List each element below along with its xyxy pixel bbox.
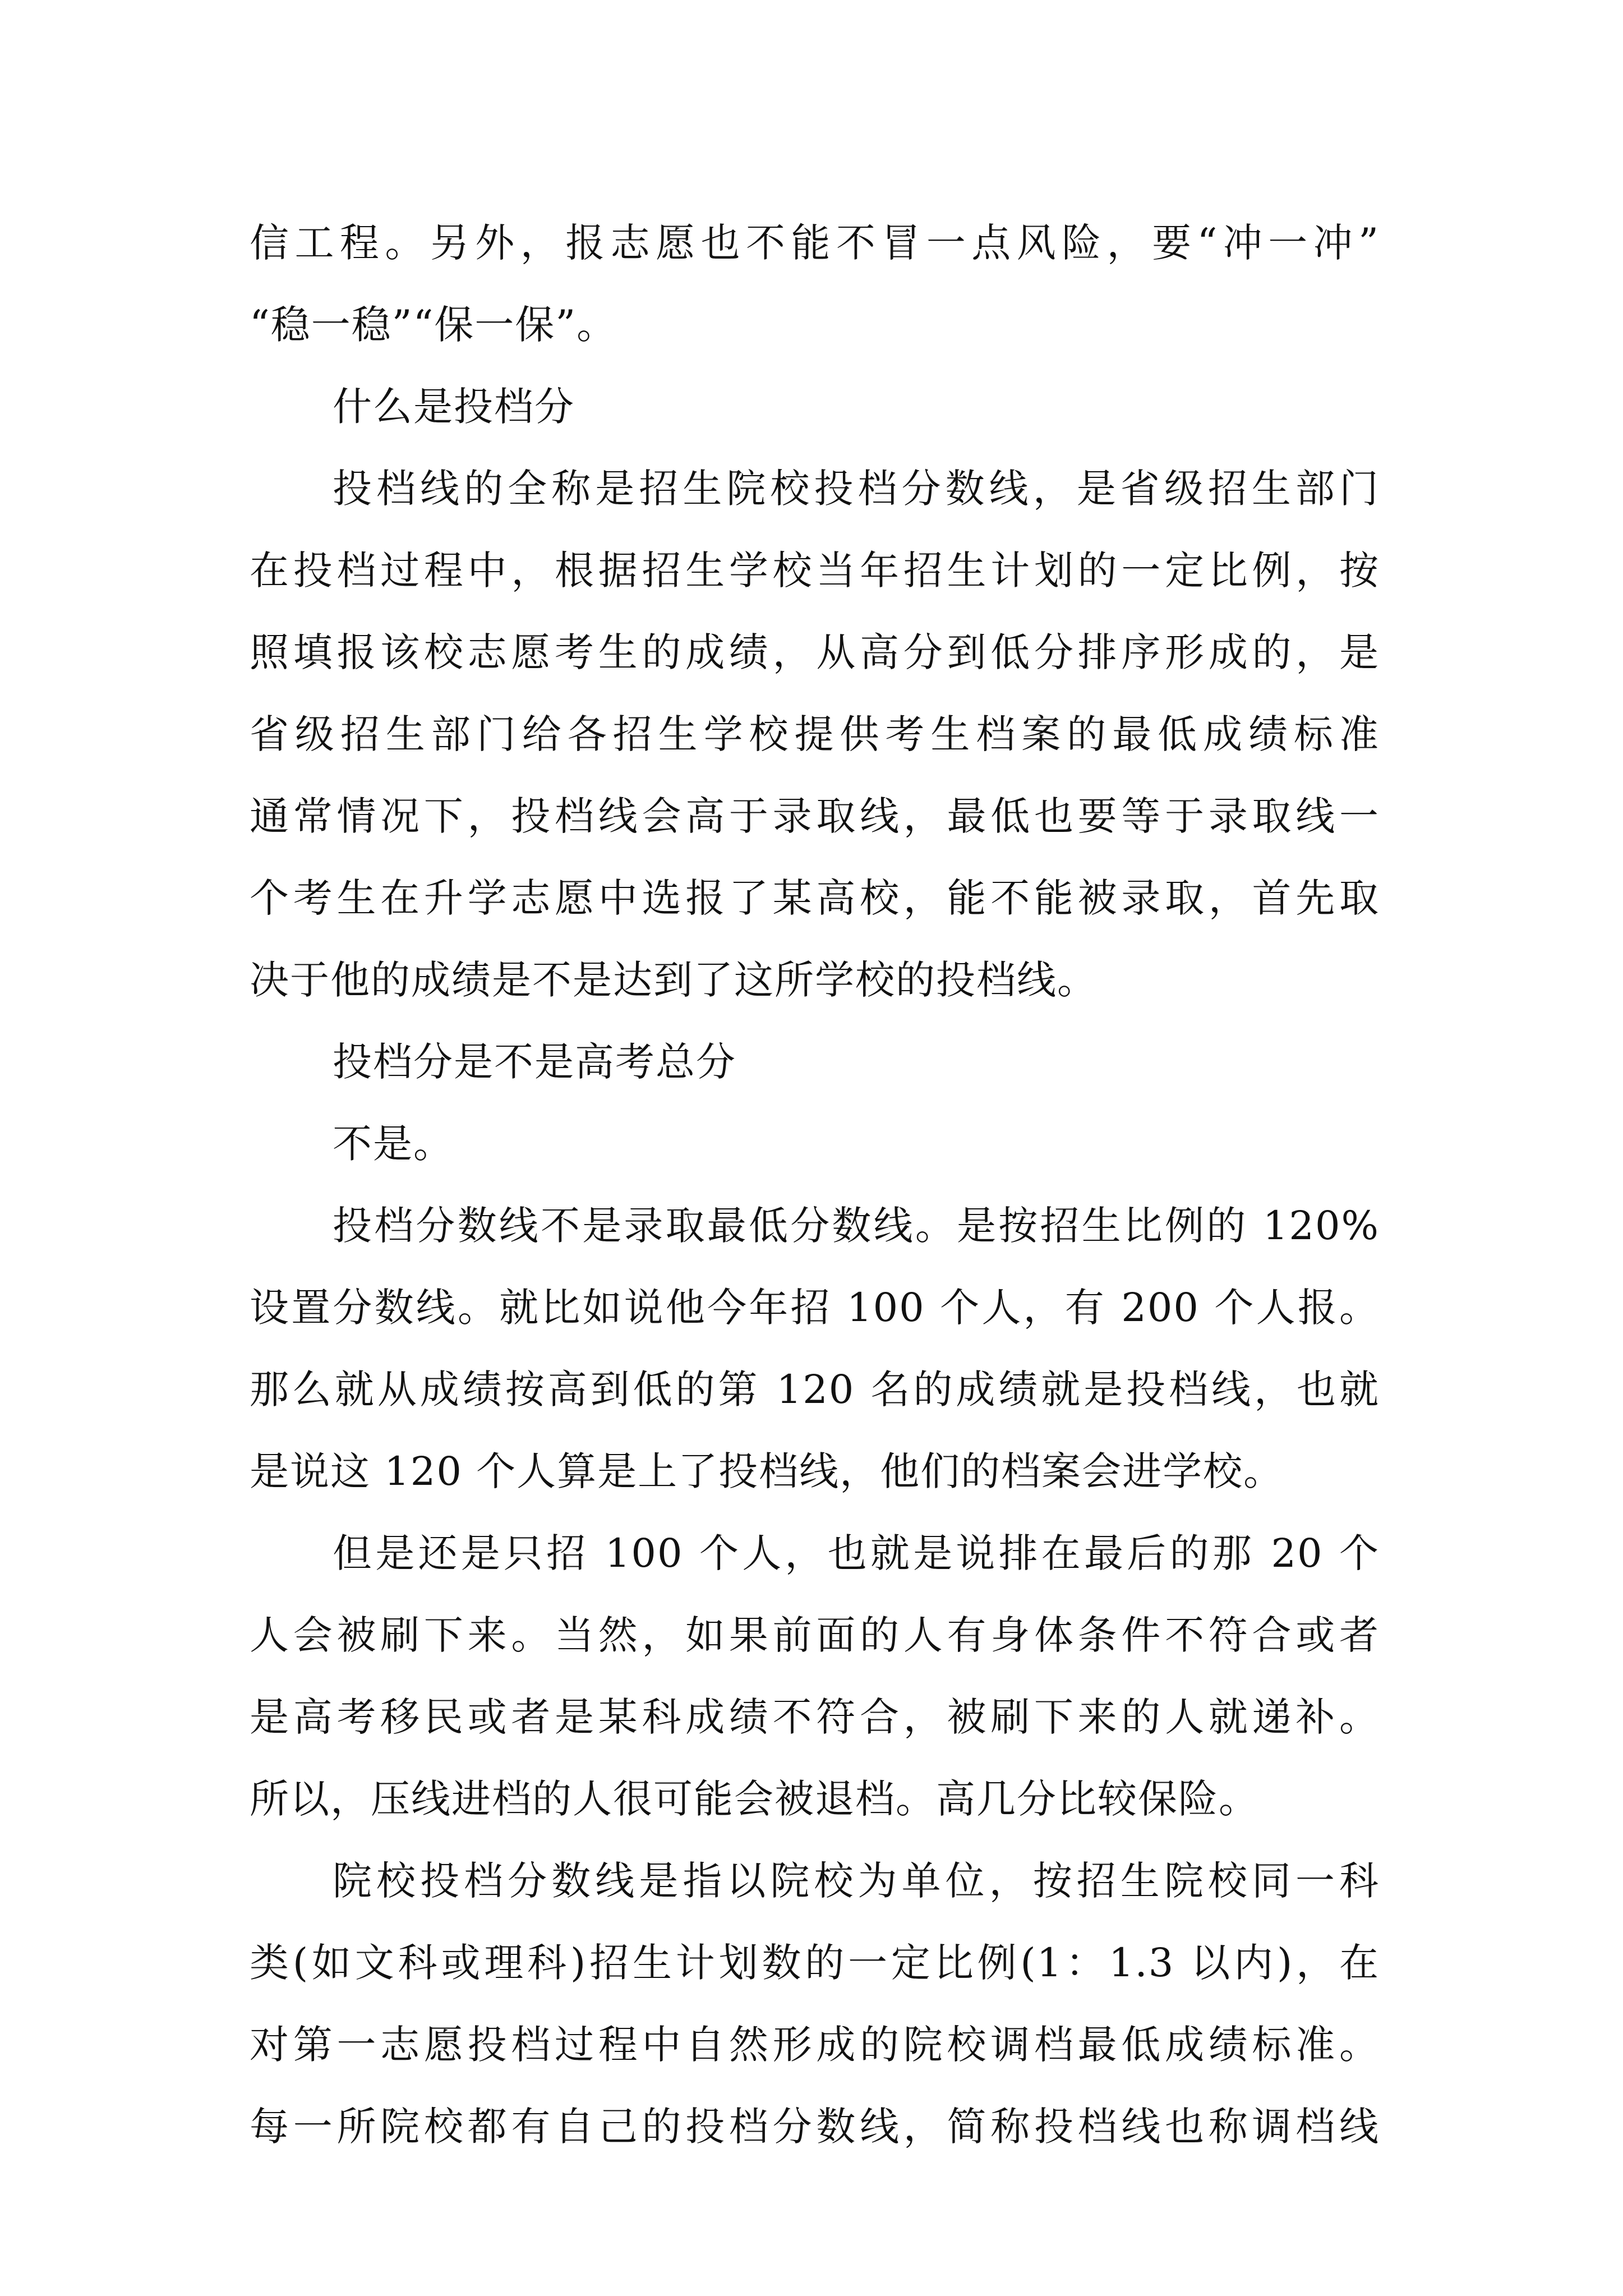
text-line: 但是还是只招 100 个人，也就是说排在最后的那 20 个 bbox=[333, 1530, 1380, 1576]
text-line: 那么就从成绩按高到低的第 120 名的成绩就是投档线，也就 bbox=[250, 1366, 1380, 1412]
text-line: 照填报该校志愿考生的成绩，从高分到低分排序形成的，是 bbox=[250, 629, 1380, 675]
text-line: 每一所院校都有自己的投档分数线，简称投档线也称调档线 bbox=[250, 2104, 1380, 2150]
text-line: 在投档过程中，根据招生学校当年招生计划的一定比例，按 bbox=[250, 547, 1380, 593]
text-line: 信工程。另外，报志愿也不能不冒一点风险，要“冲一冲” bbox=[250, 220, 1380, 266]
text-line: 院校投档分数线是指以院校为单位，按招生院校同一科 bbox=[333, 1858, 1380, 1904]
text-line: “稳一稳”“保一保”。 bbox=[250, 302, 617, 348]
body-text bbox=[250, 202, 1380, 2168]
text-line: 决于他的成绩是不是达到了这所学校的投档线。 bbox=[250, 957, 1098, 1003]
text-line: 所以，压线进档的人很可能会被退档。高几分比较保险。 bbox=[250, 1776, 1259, 1822]
text-line: 投档线的全称是招生院校投档分数线，是省级招生部门 bbox=[333, 466, 1380, 512]
text-line: 不是。 bbox=[333, 1121, 454, 1167]
text-line: 投档分数线不是录取最低分数线。是按招生比例的 120% bbox=[333, 1203, 1380, 1249]
text-line: 个考生在升学志愿中选报了某高校，能不能被录取，首先取 bbox=[250, 875, 1380, 921]
text-line: 是说这 120 个人算是上了投档线，他们的档案会进学校。 bbox=[250, 1448, 1284, 1494]
text-line: 人会被刷下来。当然，如果前面的人有身体条件不符合或者 bbox=[250, 1612, 1380, 1658]
section-heading: 什么是投档分 bbox=[333, 384, 575, 430]
text-line: 是高考移民或者是某科成绩不符合，被刷下来的人就递补。 bbox=[250, 1694, 1380, 1740]
text-line: 通常情况下，投档线会高于录取线，最低也要等于录取线一 bbox=[250, 793, 1380, 839]
text-line: 对第一志愿投档过程中自然形成的院校调档最低成绩标准。 bbox=[250, 2022, 1380, 2068]
text-line: 类(如文科或理科)招生计划数的一定比例(1：1.3 以内)，在 bbox=[250, 1940, 1380, 1986]
text-line: 设置分数线。就比如说他今年招 100 个人，有 200 个人报。 bbox=[250, 1285, 1380, 1331]
text-line: 省级招生部门给各招生学校提供考生档案的最低成绩标准 bbox=[250, 711, 1380, 757]
section-heading: 投档分是不是高考总分 bbox=[333, 1039, 736, 1085]
